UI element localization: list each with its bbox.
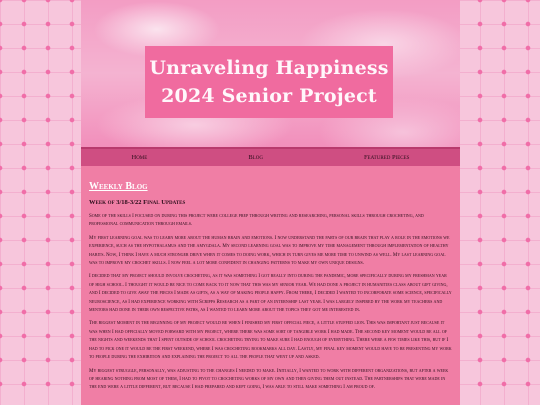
site-title-line1: Unraveling Happiness bbox=[149, 57, 389, 79]
main-nav bbox=[81, 147, 460, 166]
blog-paragraph: Some of the skills I focused on during this project were college prep through writing and researching, personal skills through crocheting, and professional communication through emails. bbox=[89, 214, 424, 228]
nav-blog-link[interactable]: Blog bbox=[248, 154, 263, 161]
blog-paragraph: My biggest struggle, personally, was adjusting to the changes I needed to make. Initially, I wanted to work with different organizations, but after a week of hearing nothing from most of them, I had to pivot to crocheting works of my own and then giving them out instead. The partnerships that were made in the end were a little different, but because I had prepared and kept going, I was able to still make something I am proud of. bbox=[89, 368, 449, 391]
page-container bbox=[81, 0, 460, 405]
nav-home-link[interactable]: Home bbox=[131, 154, 148, 161]
week-title: Week of 3/18-3/22 Final Updates bbox=[89, 199, 186, 206]
nav-featured-pieces-link[interactable]: Featured Pieces bbox=[363, 154, 410, 161]
blog-heading[interactable]: Weekly Blog bbox=[89, 181, 148, 192]
site-title-box bbox=[145, 46, 393, 118]
blog-paragraph: My first learning goal was to learn more about the human brain and emotions. I now understand the parts of our brain that play a role in the emotions we experience, such as the hypothalamus and the amygdala. My second learning goal was to improve my time management through implementation of healthy habits. Now, I think I have a much stronger drive when it comes to doing work, which in turn gives me more time to unwind as well. My last learning goal was to improve my crochet skills. I now feel a lot more confident in changing patterns to make my own unique designs. bbox=[89, 235, 450, 267]
header-banner bbox=[81, 0, 460, 147]
blog-content bbox=[81, 166, 460, 393]
blog-paragraph: The biggest moment in the beginning of my project would be when I finished my first official piece, a little stuffed lion. This was important just because it was when I had officially moved forward with my project, where there was some sort of tangible work I had made. The second key moment would be all of the nights and weekends that I spent outside of school crocheting trying to make sure I had enough of everything. There were a few times like this, but if I had to pick one it would be the first weekend, where I was crocheting bookmarks all day. Lastly, my final key moment would have to be presenting my work to people during the exhibition and explaining the project to all the people that went up and asked. bbox=[89, 321, 452, 361]
site-title-line2: 2024 Senior Project bbox=[161, 85, 377, 107]
blog-paragraph: I decided that my project should involve crocheting, as it was something I got really into during the pandemic, more specifically during my freshman year of high school. I thought it would be nice to come back to it now that this was my senior year. We had done a project in humanities class about gift giving, and I decided to give away the pieces I made as gifts, as a way of making people happy. From there, I decided I wanted to incorporate some science, specifically neuroscience, as I had experience working with Scripps Research as a part of an internship last year. I was largely inspired by the work my teachers and mentors had done in their own respective paths, as I wanted to learn more about the topics they got me interested in. bbox=[89, 274, 452, 314]
